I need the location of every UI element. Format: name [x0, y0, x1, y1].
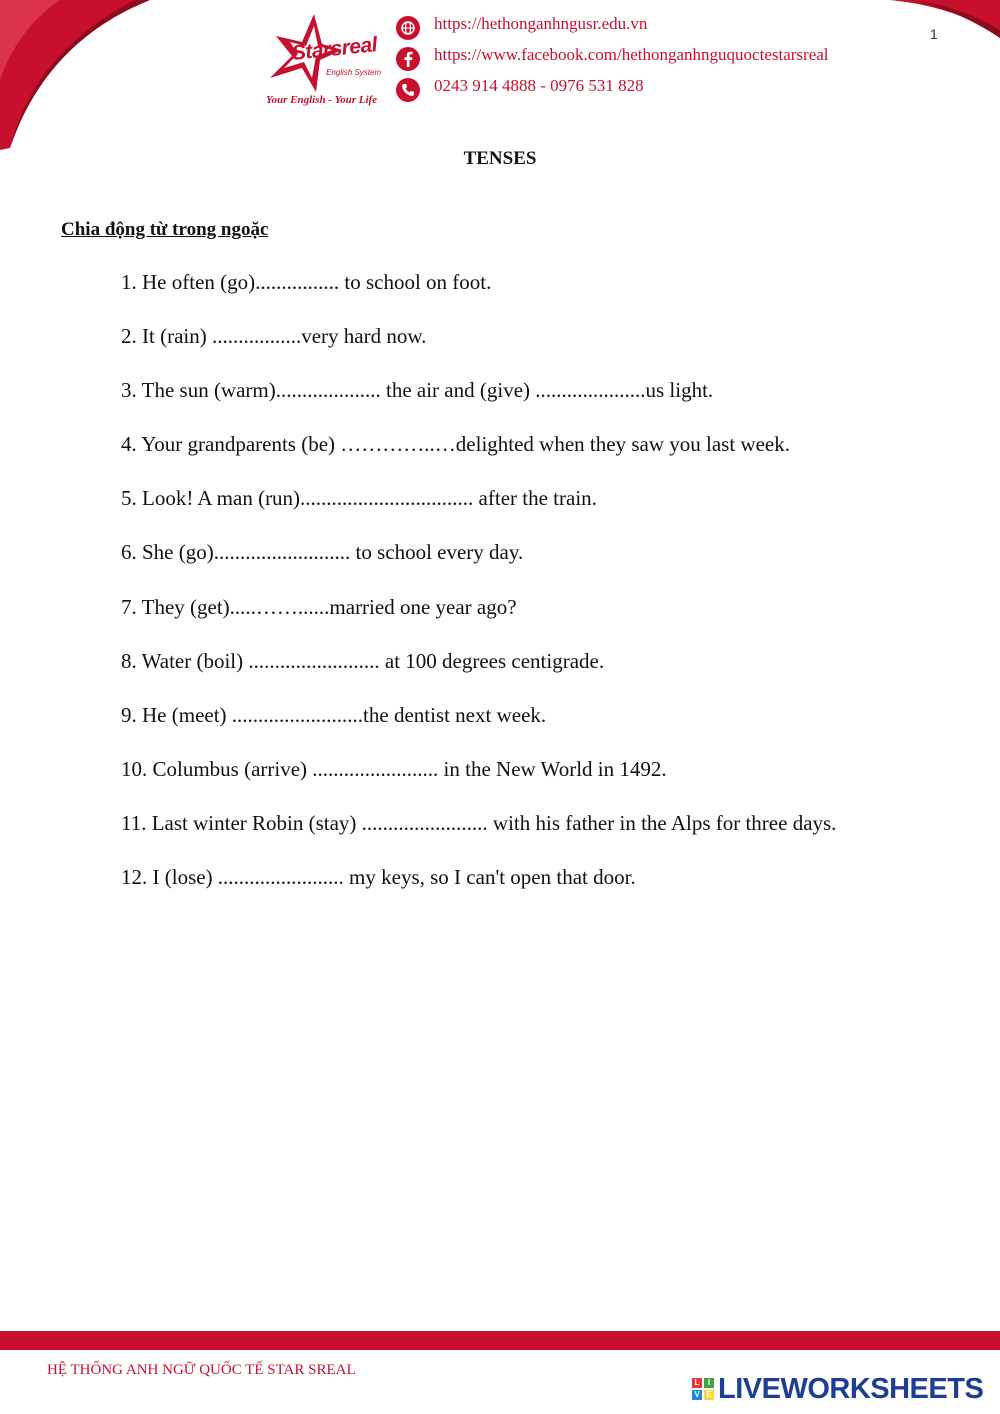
exercise-item: 3. The sun (warm).................... the air and (give) .....................us light. [121, 378, 714, 403]
website-link[interactable]: https://hethonganhngusr.edu.vn [434, 14, 648, 33]
exercise-item: 6. She (go).......................... to school every day. [121, 540, 524, 565]
exercise-item: 5. Look! A man (run)................................. after the train. [121, 486, 597, 511]
liveworksheets-watermark [692, 1373, 983, 1405]
exercise-item: 12. I (lose) ........................ my keys, so I can't open that door. [121, 865, 636, 890]
brand-subtitle: English System [326, 68, 382, 77]
corner-decoration-right [890, 0, 1000, 40]
exercise-item: 1. He often (go)................ to school on foot. [121, 270, 492, 294]
exercise-list [121, 268, 836, 917]
lw-letter: E [704, 1390, 714, 1400]
liveworksheets-logo-icon [692, 1378, 714, 1400]
instruction-heading: Chia động từ trong ngoặc [61, 219, 269, 240]
liveworksheets-wordmark: LIVEWORKSHEETS [718, 1372, 984, 1405]
page-title: TENSES [463, 148, 537, 169]
exercise-item: 4. Your grandparents (be) …………..…delighted when they saw you last week. [121, 432, 790, 457]
phone-numbers: 0243 914 4888 - 0976 531 828 [434, 76, 644, 95]
brand-name: Starsreal [290, 33, 379, 65]
corner-decoration-left [0, 0, 160, 150]
brand-slogan: Your English - Your Life [266, 94, 378, 106]
exercise-item: 9. He (meet) .........................the dentist next week. [121, 702, 547, 727]
lw-letter: I [704, 1378, 714, 1388]
page-number: 1 [930, 26, 938, 42]
facebook-icon [396, 47, 420, 71]
globe-icon [396, 16, 420, 40]
phone-icon [396, 78, 420, 102]
exercise-item: 11. Last winter Robin (stay) ........................ with his father in the Alps for three days. [121, 810, 837, 835]
exercise-item: 8. Water (boil) ......................... at 100 degrees centigrade. [121, 648, 605, 673]
exercise-item: 7. They (get).....……......married one year ago? [121, 594, 517, 619]
facebook-link[interactable]: https://www.facebook.com/hethonganhnguquoctestarsreal [434, 45, 829, 64]
lw-letter: V [692, 1390, 702, 1400]
lw-letter: L [692, 1378, 702, 1388]
footer-bar [0, 1331, 1000, 1350]
exercise-item: 10. Columbus (arrive) ........................ in the New World in 1492. [121, 756, 667, 781]
footer-organization: HỆ THỐNG ANH NGỮ QUỐC TẾ STAR SREAL [47, 1362, 356, 1378]
exercise-item: 2. It (rain) .................very hard now. [121, 324, 427, 349]
starsreal-logo [262, 12, 387, 112]
